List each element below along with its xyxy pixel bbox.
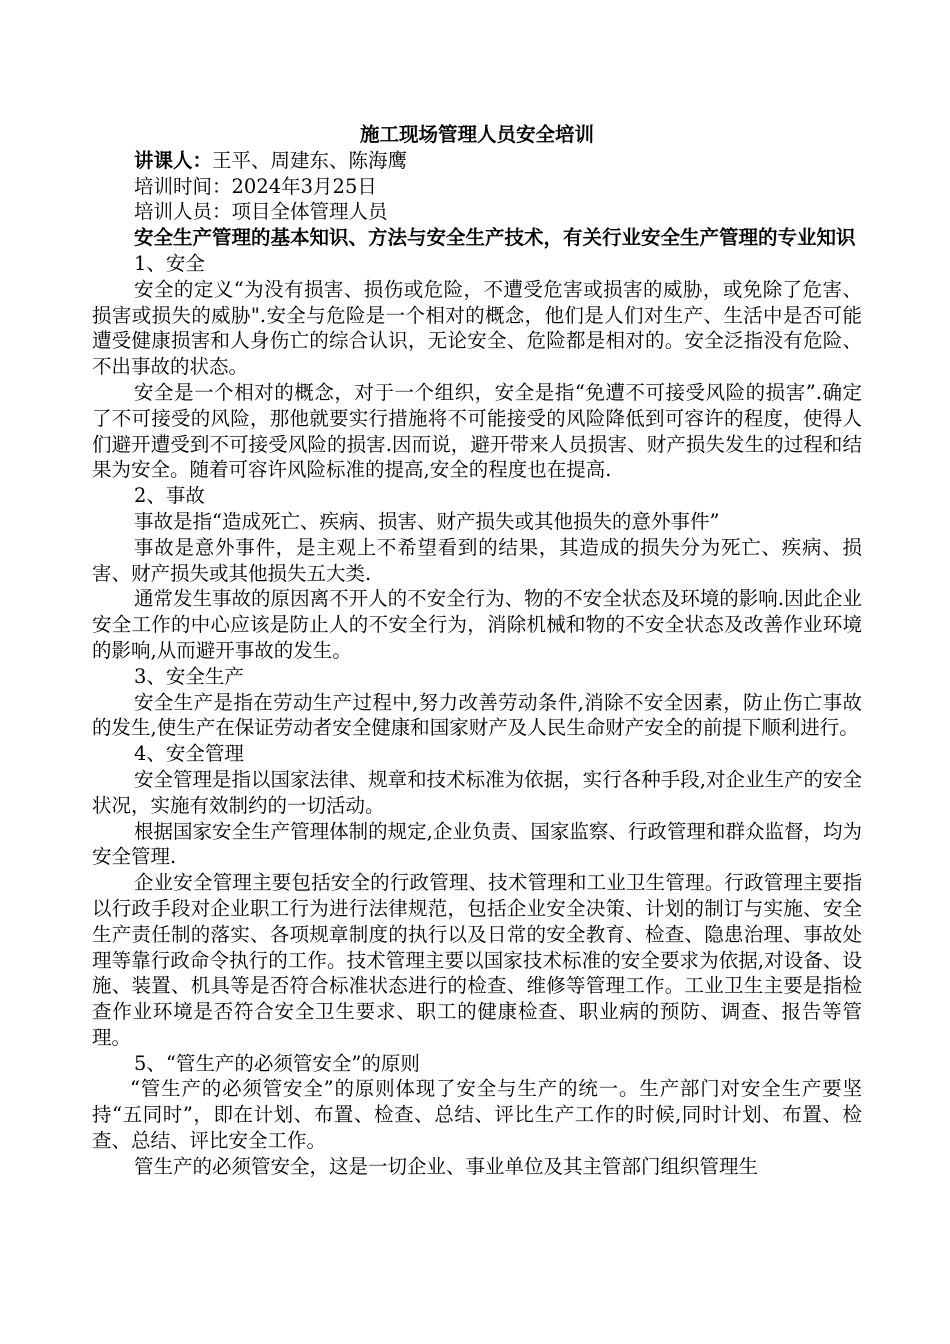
section-5-paragraph: “管生产的必须管安全”的原则体现了安全与生产的统一。生产部门对安全生产要坚持“五同时”，即在计划、布置、检查、总结、评比生产工作的时候,同时计划、布置、检查、总结、评比安全工作。 (92, 1077, 862, 1153)
section-4-paragraph: 企业安全管理主要包括安全的行政管理、技术管理和工业卫生管理。行政管理主要指以行政手段对企业职工行为进行法律规范，包括企业安全决策、计划的制订与实施、安全生产责任制的落实、各项规章制度的执行以及日常的安全教育、检查、隐患治理、事故处理等靠行政命令执行的工作。技术管理主要以国家技术标准的安全要求为依据,对设备、设施、装置、机具等是否符合标准状态进行的检查、维修等管理工作。工业卫生主要是指检查作业环境是否符合安全卫生要求、职工的健康检查、职业病的预防、调查、报告等管理。 (92, 871, 862, 1049)
trainees: 培训人员：项目全体管理人员 (134, 200, 388, 224)
section-5-heading: 5、“管生产的必须管安全”的原则 (134, 1051, 420, 1075)
section-2-heading: 2、事故 (134, 484, 205, 508)
section-4-paragraph: 根据国家安全生产管理体制的规定,企业负责、国家监察、行政管理和群众监督，均为安全管理. (92, 819, 862, 869)
section-heading: 安全生产管理的基本知识、方法与安全生产技术，有关行业安全生产管理的专业知识 (134, 226, 856, 250)
document-body (92, 122, 862, 1180)
section-1-paragraph: 安全的定义“为没有损害、损伤或危险，不遭受危害或损害的威胁，或免除了危害、损害或损失的威胁".安全与危险是一个相对的概念，他们是人们对生产、生活中是否可能遭受健康损害和人身伤亡的综合认识，无论安全、危险都是相对的。安全泛指没有危险、不出事故的状态。 (92, 277, 862, 379)
document-title: 施工现场管理人员安全培训 (359, 123, 594, 146)
section-2-paragraph: 事故是意外事件，是主观上不希望看到的结果，其造成的损失分为死亡、疾病、损害、财产损失或其他损失五大类. (92, 535, 862, 585)
section-3-paragraph: 安全生产是指在劳动生产过程中,努力改善劳动条件,消除不安全因素，防止伤亡事故的发生,使生产在保证劳动者安全健康和国家财产及人民生命财产安全的前提下顺利进行。 (92, 690, 862, 740)
lecturer-label: 讲课人： (134, 148, 213, 172)
section-1-paragraph: 安全是一个相对的概念，对于一个组织，安全是指“免遭不可接受风险的损害”.确定了不可接受的风险，那他就要实行措施将不可能接受的风险降低到可容许的程度，使得人们避开遭受到不可接受风险的损害.因而说，避开带来人员损害、财产损失发生的过程和结果为安全。随着可容许风险标准的提高,安全的程度也在提高. (92, 380, 862, 482)
section-3-heading: 3、安全生产 (134, 664, 244, 688)
section-2-paragraph: 事故是指“造成死亡、疾病、损害、财产损失或其他损失的意外事件” (134, 509, 720, 533)
lecturer-line (92, 148, 862, 174)
lecturer-names: 王平、周建东、陈海鹰 (212, 148, 408, 172)
section-4-paragraph: 安全管理是指以国家法律、规章和技术标准为依据，实行各种手段,对企业生产的安全状况，实施有效制约的一切活动。 (92, 767, 862, 817)
section-5-paragraph: 管生产的必须管安全，这是一切企业、事业单位及其主管部门组织管理生 (134, 1154, 759, 1178)
section-1-heading: 1、安全 (134, 251, 205, 275)
section-2-paragraph: 通常发生事故的原因离不开人的不安全行为、物的不安全状态及环境的影响.因此企业安全工作的中心应该是防止人的不安全行为，消除机械和物的不安全状态及改善作业环境的影响,从而避开事故的发生。 (92, 587, 862, 662)
section-4-heading: 4、安全管理 (134, 742, 244, 766)
training-time: 培训时间：2024年3月25日 (134, 174, 377, 198)
